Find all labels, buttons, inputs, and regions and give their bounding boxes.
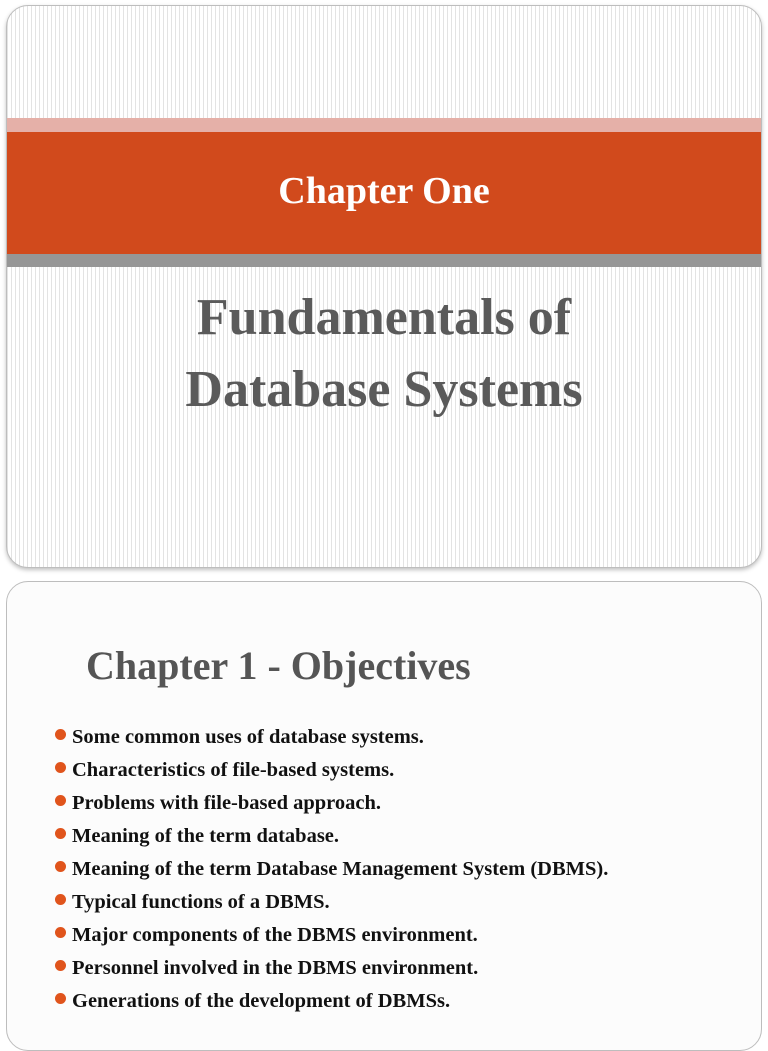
- chapter-title: Chapter One: [278, 169, 490, 212]
- objectives-list: [55, 722, 608, 1019]
- list-item-text: Personnel involved in the DBMS environment.: [72, 957, 479, 979]
- list-item: [55, 821, 608, 854]
- gray-accent-strip: [7, 254, 761, 267]
- bullet-dot-icon: [55, 993, 66, 1004]
- title-slide: [6, 5, 762, 568]
- list-item: [55, 920, 608, 953]
- list-item-text: Major components of the DBMS environment.: [72, 924, 478, 946]
- list-item-text: Characteristics of file-based systems.: [72, 759, 395, 781]
- bullet-dot-icon: [55, 960, 66, 971]
- objectives-heading: Chapter 1 - Objectives: [86, 643, 471, 688]
- bullet-dot-icon: [55, 762, 66, 773]
- bullet-dot-icon: [55, 828, 66, 839]
- bullet-dot-icon: [55, 861, 66, 872]
- pink-accent-strip: [7, 118, 761, 132]
- bullet-dot-icon: [55, 795, 66, 806]
- list-item-text: Problems with file-based approach.: [72, 792, 382, 814]
- bullet-dot-icon: [55, 927, 66, 938]
- slide-subtitle: Fundamentals of Database Systems: [185, 289, 583, 418]
- list-item-text: Typical functions of a DBMS.: [72, 891, 330, 913]
- bullet-dot-icon: [55, 894, 66, 905]
- list-item: [55, 722, 608, 755]
- list-item: [55, 755, 608, 788]
- list-item: [55, 953, 608, 986]
- list-item: [55, 986, 608, 1019]
- bullet-dot-icon: [55, 729, 66, 740]
- list-item-text: Meaning of the term database.: [72, 825, 340, 847]
- list-item: [55, 854, 608, 887]
- title-band: [7, 132, 761, 254]
- list-item-text: Meaning of the term Database Management System (DBMS).: [72, 858, 609, 880]
- objectives-slide: [6, 581, 762, 1051]
- list-item-text: Some common uses of database systems.: [72, 726, 424, 748]
- list-item-text: Generations of the development of DBMSs.: [72, 990, 451, 1012]
- list-item: [55, 887, 608, 920]
- list-item: [55, 788, 608, 821]
